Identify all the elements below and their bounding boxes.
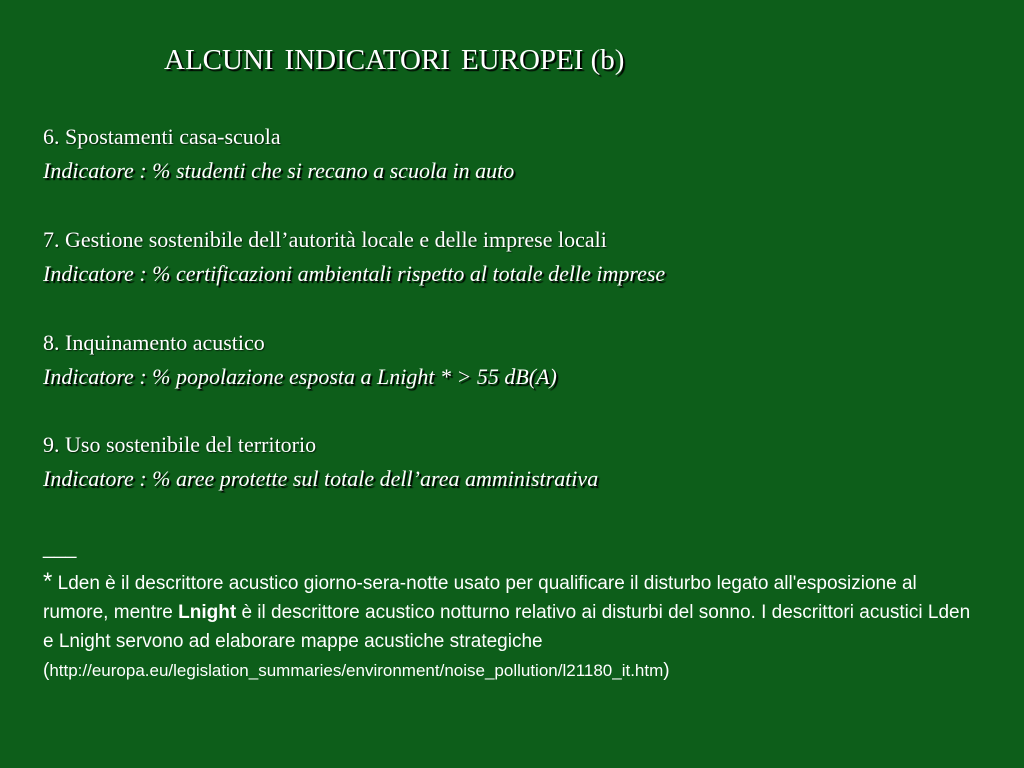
item-indicator: Indicatore : % popolazione esposta a Lnight * > 55 dB(A) xyxy=(43,364,557,389)
item-heading: 8. Inquinamento acustico xyxy=(43,330,265,355)
footnote-text: Lden è il descrittore acustico giorno-sera-notte usato per qualificare il disturbo legato all'esposizione al rumore, mentre xyxy=(43,573,917,623)
item-indicator: Indicatore : % certificazioni ambientali rispetto al totale delle imprese xyxy=(43,261,666,286)
indicator-item-8 xyxy=(43,326,557,394)
item-indicator: Indicatore : % studenti che si recano a scuola in auto xyxy=(43,158,515,183)
footnote-close-paren: ) xyxy=(663,660,670,681)
footnote xyxy=(43,567,983,685)
indicator-item-6 xyxy=(43,120,514,188)
item-heading: 7. Gestione sostenibile dell’autorità locale e delle imprese locali xyxy=(43,227,607,252)
item-heading: 6. Spostamenti casa-scuola xyxy=(43,124,281,149)
item-indicator: Indicatore : % aree protette sul totale dell’area amministrativa xyxy=(43,466,599,491)
footnote-url-link[interactable]: http://europa.eu/legislation_summaries/environment/noise_pollution/l21180_it.htm xyxy=(49,661,664,680)
footnote-bold-term: Lnight xyxy=(178,602,237,623)
title-word: ALCUNI xyxy=(164,44,274,76)
indicator-item-7 xyxy=(43,223,665,291)
footnote-separator: ___ xyxy=(43,537,77,559)
footnote-star: * xyxy=(43,568,53,595)
footnote-text: è il descrittore acustico notturno relativo ai disturbi del sonno. I descrittori acustici Lden e Lnight servono ad elaborare mappe acustiche strategiche ( xyxy=(43,602,971,681)
indicator-item-9 xyxy=(43,428,598,496)
slide-title xyxy=(164,44,635,77)
title-word: INDICATORI xyxy=(284,44,450,76)
item-heading: 9. Uso sostenibile del territorio xyxy=(43,432,317,457)
title-word: EUROPEI (b) xyxy=(460,44,625,76)
